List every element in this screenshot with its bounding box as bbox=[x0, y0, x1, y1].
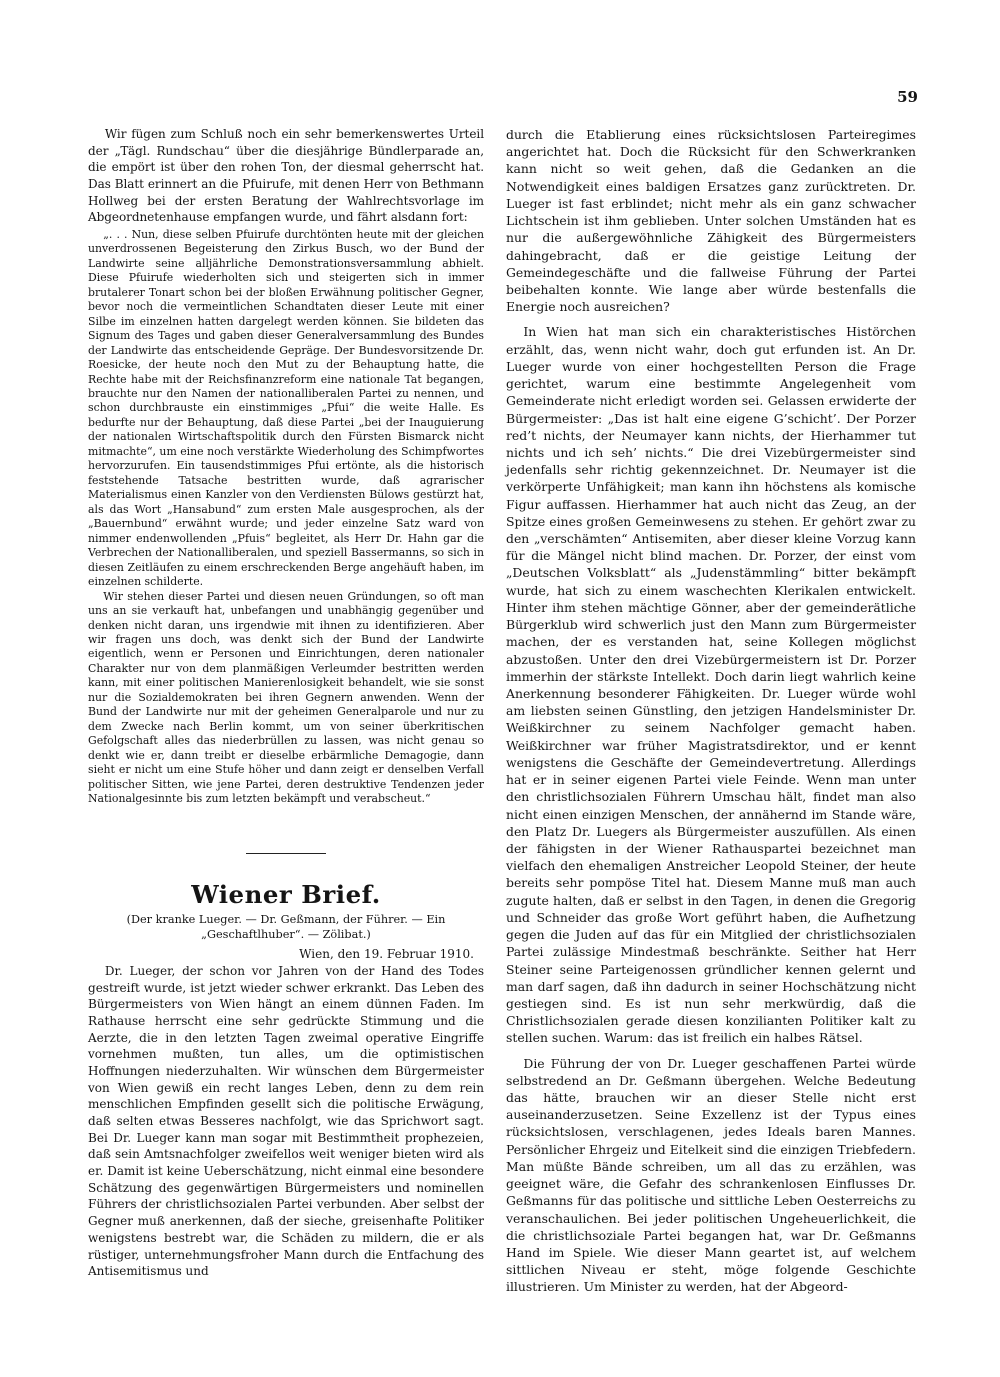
dateline: Wien, den 19. Februar 1910. bbox=[299, 946, 474, 961]
quote-paragraph-2: Wir stehen dieser Partei und diesen neuen Gründungen, so oft man uns an sie verkauft hat, unbefangen und unabhängig gegenüber und denken nicht daran, uns irgendwie mit ihnen zu identifizieren. Aber wir fragen uns doch, was denkt sich der Bund der Landwirte eigentlich, wenn er Personen und Einrichtungen, deren nationaler Charakter nur von dem planmäßigen Verleumder bestritten werden kann, mit einer politischen Manierenlosigkeit behandelt, wie sie sonst nur die Sozialdemokraten bei ihren Gegnern anwenden. Wenn der Bund der Landwirte nur mit der geheimen Generalparole und nur zu dem Zwecke nach Berlin kommt, um von seiner überkritischen Gefolgschaft alles das niederbrüllen zu lassen, was nicht genau so denkt wie er, dann treibt er dieselbe erbärmliche Demagogie, dann sieht er nicht um eine Stufe höher und dann zeigt er denselben Verfall politischer Sitten, wie jene Partei, deren destruktive Tendenzen jeder Nationalgesinnte bis zum letzten bekämpft und verabscheut.“ bbox=[88, 589, 484, 806]
section-title: Wiener Brief. bbox=[191, 879, 381, 909]
intro-paragraph: Wir fügen zum Schluß noch ein sehr bemerkenswertes Urteil der „Tägl. Rundschau“ über die diesjährige Bündlerparade an, die empört ist über den rohen Ton, der diesmal geherrscht hat. Das Blatt erinnert an die Pfuirufe, mit denen Herr von Bethmann Hollweg bei der ersten Beratung der Wahlrechtsvorlage im Abgeordnetenhause empfangen wurde, und fährt alsdann fort: bbox=[88, 127, 484, 225]
page-number: 59 bbox=[897, 88, 918, 106]
section-subtitle: (Der kranke Lueger. — Dr. Geßmann, der Führer. — Ein „Geschaftlhuber“. — Zölibat.) bbox=[126, 912, 446, 941]
anecdote-paragraph: In Wien hat man sich ein charakteristisches Histörchen erzählt, das, wenn nicht wahr, doch gut erfunden ist. An Dr. Lueger wurde von einer hochgestellten Person die Frage gerichtet, warum eine bestimmte Angelegenheit vom Gemeinderate nicht erledigt worden sei. Gelassen erwiderte der Bürgermeister: „Das ist halt eine eigene G’schicht’. Der Porzer red’t nichts, der Neumayer kann nichts, der Hierhammer tut nichts und ich seh’ nichts.“ Die drei Vizebürgermeister sind jedenfalls sehr richtig gekennzeichnet. Dr. Neumayer ist die verkörperte Unfähigkeit; man kann ihn höchstens als komische Figur auffassen. Hierhammer hat auch nicht das Zeug, an der Spitze eines großen Gemeinwesens zu stehen. Er gehört zwar zu den „verschämten“ Antisemiten, aber dieser kleine Vorzug kann für die Mängel nicht blind machen. Dr. Porzer, der einst vom „Deutschen Volksblatt“ als „Judenstämmling“ bitter bekämpft wurde, hat sich zu einem waschechten Klerikalen entwickelt. Hinter ihm stehen mächtige Gönner, aber der gemeinderätliche Bürgerklub wird schwerlich just den Mann zum Bürgermeister machen, der es verstanden hat, seine Kollegen möglichst abzustoßen. Unter den drei Vizebürgermeistern ist Dr. Porzer immerhin der stärkste Intellekt. Doch darin liegt wahrlich keine Anerkennung besonderer Fähigkeiten. Dr. Lueger würde wohl am liebsten seinen Günstling, den jetzigen Handelsminister Dr. Weißkirchner zu seinem Nachfolger gemacht haben. Weißkirchner war früher Magistratsdirektor, und er kennt wenigstens die Geschäfte der Gemeindevertretung. Allerdings hat er in seiner eigenen Partei viele Feinde. Wenn man unter den christlichsozialen Führern Umschau hält, findet man also nicht einen einzigen Menschen, der annähernd im Stande wäre, den Platz Dr. Luegers als Bürgermeister auszufüllen. Als einen der fähigsten in der Wiener Rathauspartei bezeichnet man vielfach den ehemaligen Anstreicher Leopold Steiner, der heute bereits sehr pompöse Titel hat. Diesem Manne muß man auch zugute halten, daß er selbst in den Tagen, in denen die Gregorig und Schneider das große Wort geführt haben, die Aufhetzung gegen die Juden auf das für ein Mitglied der christlichsozialen Partei zulässige Mindestmaß beschränkte. Seither hat Herr Steiner seine Parteigenossen gründlicher kennen gelernt und man darf sagen, daß ihn dadurch in seiner Hochschätzung nicht gestiegen sind. Es ist nun sehr merkwürdig, daß die Christlichsozialen gerade diesen konzilianten Politiker kalt zu stellen suchen. Warum: das ist freilich ein halbes Rätsel. bbox=[506, 324, 916, 1046]
right-column bbox=[506, 126, 916, 1296]
left-column bbox=[88, 126, 484, 1280]
continued-paragraph: durch die Etablierung eines rücksichtslosen Parteiregimes angerichtet hat. Doch die Rücksicht für den Schwerkranken kann nicht so weit gehen, daß die Gedanken an die Notwendigkeit eines baldigen Ersatzes ganz zurücktreten. Dr. Lueger ist fast erblindet; nicht mehr als ein ganz schwacher Lichtschein ist ihm geblieben. Unter solchen Umständen hat es nur die außergewöhnliche Zähigkeit des Bürgermeisters dahingebracht, daß er die geistige Leitung der Gemeindegeschäfte und die fallweise Führung der Partei beibehalten konnte. Wie lange aber würde bestenfalls die Energie noch ausreichen? bbox=[506, 127, 916, 315]
quote-paragraph-1: „. . . Nun, diese selben Pfuirufe durchtönten heute mit der gleichen unverdrossenen Begeisterung den Zirkus Busch, wo der Bund der Landwirte seine alljährliche Demonstrationsversammlung abhielt. Diese Pfuirufe wiederholten sich und steigerten sich in immer brutalerer Tonart schon bei der bloßen Erwähnung politischer Gegner, bevor noch die vermeintlichen Schandtaten dieser Leute mit einer Silbe im einzelnen hatten dargelegt werden können. Sie bildeten das Signum des Tages und gaben dieser Generalversammlung des Bundes der Landwirte das entscheidende Gepräge. Der Bundesvorsitzende Dr. Roesicke, der heute noch den Mut zu der Behauptung hatte, die Rechte habe mit der Reichsfinanzreform eine nationale Tat begangen, brauchte nur den Namen der nationalliberalen Partei zu nennen, und schon durchbrauste ein einstimmiges „Pfui“ die weite Halle. Es bedurfte nur der Behauptung, daß diese Partei „bei der Inauguierung der nationalen Wirtschaftspolitik durch den Fürsten Bismarck nicht mitmachte“, um eine noch verstärkte Wiederholung des Schimpfwortes hervorzurufen. Ein tausendstimmiges Pfui ertönte, als die historisch feststehende Tatsache bestritten wurde, daß agrarischer Materialismus einen Kanzler von den Verdiensten Bülows gestürzt hat, als das Wort „Hansabund“ zum ersten Male ausgesprochen, als der „Bauernbund“ erwähnt wurde; und jeder einzelne Satz ward von nimmer endenwollenden „Pfuis“ begleitet, als Herr Dr. Hahn gar die Verbrechen der Nationalliberalen, und speziell Bassermanns, so sich in diesen Zeitläufen zu einem erschreckenden Berge angehäuft haben, im einzelnen schilderte. bbox=[88, 227, 484, 589]
gessmann-paragraph: Die Führung der von Dr. Lueger geschaffenen Partei würde selbstredend an Dr. Geßmann übergehen. Welche Bedeutung das hätte, brauchen wir an dieser Stelle nicht erst auseinanderzusetzen. Seine Exzellenz ist der Typus eines rücksichtslosen, verschlagenen, jedes Ideals baren Mannes. Persönlicher Ehrgeiz und Eitelkeit sind die einzigen Triebfedern. Man müßte Bände schreiben, um all das zu erzählen, was geeignet wäre, die Gefahr des schrankenlosen Einflusses Dr. Geßmanns für das politische und sittliche Leben Oesterreichs zu veranschaulichen. Bei jeder politischen Ungeheuerlichkeit, die die christlichsoziale Partei begangen hat, war Dr. Geßmanns Hand im Spiele. Wie dieser Mann geartet ist, auf welchem sittlichen Niveau er steht, möge folgende Geschichte illustrieren. Um Minister zu werden, hat der Abgeord- bbox=[506, 1055, 916, 1295]
letter-paragraph: Dr. Lueger, der schon vor Jahren von der Hand des Todes gestreift wurde, ist jetzt wieder schwer erkrankt. Das Leben des Bürgermeisters von Wien hängt an einem dünnen Faden. Im Rathause herrscht eine sehr gedrückte Stimmung und die Aerzte, die in den letzten Tagen zweimal operative Eingriffe vornehmen mußten, tun alles, um die optimistischen Hoffnungen niederzuhalten. Wir wünschen dem Bürgermeister von Wien gewiß ein recht langes Leben, denn zu dem rein menschlichen Empfinden gesellt sich die politische Erwägung, daß selten etwas Besseres nachfolgt, wie das Sprichwort sagt. Bei Dr. Lueger kann man sogar mit Bestimmtheit prophezeien, daß sein Amtsnachfolger zweifellos weit weniger bieten wird als er. Damit ist keine Ueberschätzung, nicht einmal eine besondere Schätzung des gegenwärtigen Bürgermeisters und nominellen Führers der christlichsozialen Partei verbunden. Aber selbst der Gegner muß anerkennen, daß der sieche, greisenhafte Politiker wenigstens bestrebt war, die Schäden zu mildern, die er als rüstiger, unternehmungsfroher Mann durch die Entfachung des Antisemitismus und bbox=[88, 963, 484, 1279]
section-divider bbox=[246, 853, 326, 854]
